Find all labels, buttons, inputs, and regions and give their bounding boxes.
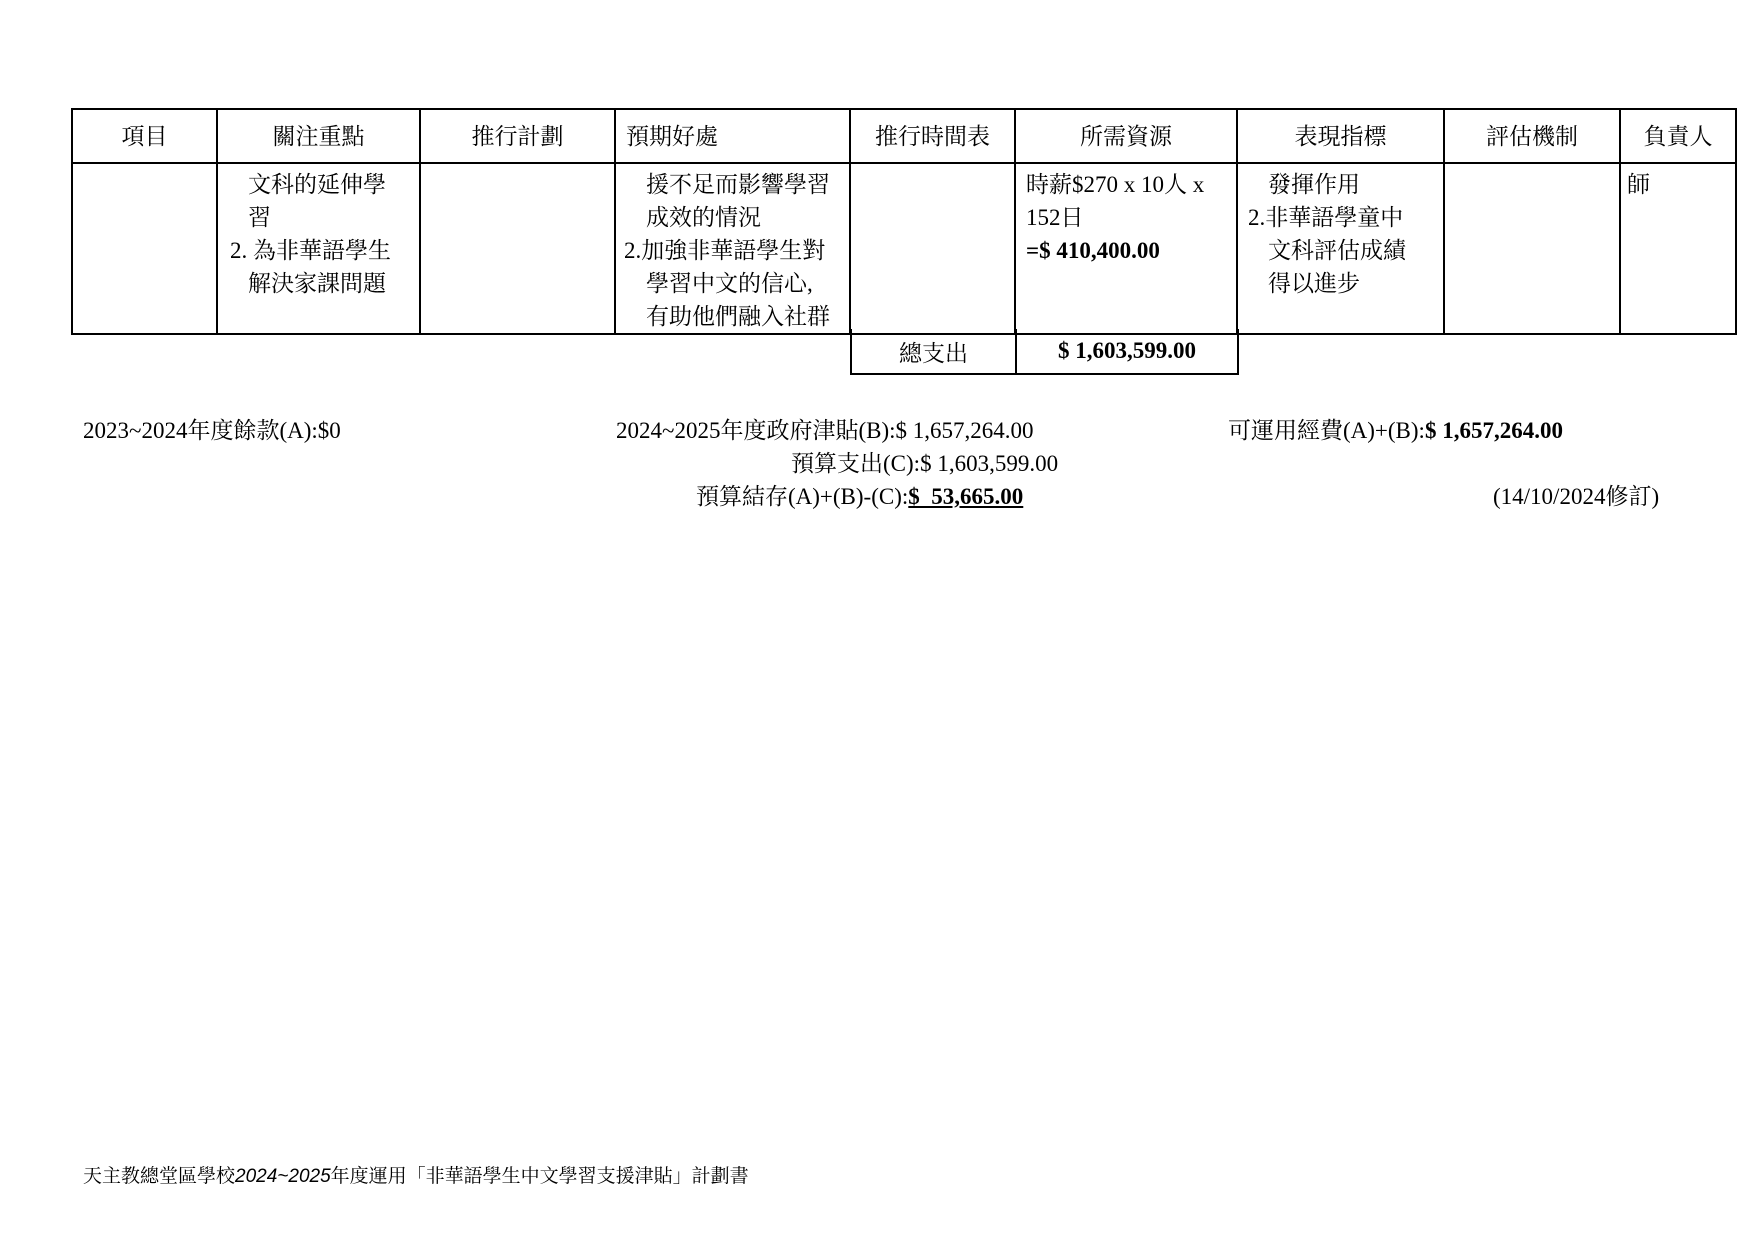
header-indicators: 表現指標 <box>1237 109 1444 163</box>
header-person: 負責人 <box>1620 109 1736 163</box>
header-evaluation: 評估機制 <box>1444 109 1620 163</box>
document-footer <box>83 1161 749 1188</box>
person-line: 師 <box>1627 172 1650 197</box>
indicator-line: 得以進步 <box>1268 271 1360 296</box>
indicator-line: 發揮作用 <box>1268 172 1360 197</box>
cell-plan <box>420 163 615 334</box>
government-subsidy <box>616 412 1034 445</box>
available-funds-label: 可運用經費(A)+(B): <box>1228 418 1425 443</box>
cell-resources <box>1015 163 1237 334</box>
total-expense-label: 總支出 <box>851 329 1016 374</box>
header-item: 項目 <box>72 109 217 163</box>
budget-expense <box>791 445 1058 478</box>
previous-balance: 2023~2024年度餘款(A):$0 <box>83 418 341 443</box>
budget-balance <box>696 478 1023 511</box>
benefit-line: 援不足而影響學習 <box>646 172 830 197</box>
budget-balance-value: $ 53,665.00 <box>908 484 1024 509</box>
cell-benefit <box>615 163 850 334</box>
footer-suffix: 年度運用「非華語學生中文學習支援津貼」計劃書 <box>330 1166 749 1187</box>
budget-expense-label: 預算支出(C): <box>791 451 921 476</box>
benefit-line: 有助他們融入社群 <box>646 304 830 329</box>
total-expense-value: $ 1,603,599.00 <box>1016 329 1238 374</box>
cell-evaluation <box>1444 163 1620 334</box>
header-schedule: 推行時間表 <box>850 109 1015 163</box>
resource-cost: =$ 410,400.00 <box>1026 238 1160 263</box>
cell-item <box>72 163 217 334</box>
header-plan: 推行計劃 <box>420 109 615 163</box>
table-row <box>72 163 1736 334</box>
header-benefit: 預期好處 <box>615 109 850 163</box>
resource-line: 時薪$270 x 10人 x <box>1026 172 1205 197</box>
indicator-line: 2.非華語學童中 <box>1248 205 1404 230</box>
focus-line: 文科的延伸學 <box>248 172 386 197</box>
focus-line: 習 <box>248 205 271 230</box>
government-subsidy-label: 2024~2025年度政府津貼(B): <box>616 418 896 443</box>
cell-indicators <box>1237 163 1444 334</box>
budget-balance-label: 預算結存(A)+(B)-(C): <box>696 484 909 509</box>
available-funds <box>1228 412 1563 445</box>
footer-year: 2024~2025 <box>235 1166 331 1187</box>
header-focus: 關注重點 <box>217 109 420 163</box>
footer-prefix: 天主教總堂區學校 <box>83 1166 236 1187</box>
focus-line: 解決家課問題 <box>248 271 386 296</box>
benefit-line: 學習中文的信心, <box>646 271 813 296</box>
total-expense-row <box>850 329 1239 375</box>
benefit-line: 成效的情況 <box>646 205 761 230</box>
cell-person <box>1620 163 1736 334</box>
focus-line: 2. 為非華語學生 <box>230 238 391 263</box>
plan-table <box>71 108 1737 335</box>
header-resources: 所需資源 <box>1015 109 1237 163</box>
indicator-line: 文科評估成績 <box>1268 238 1406 263</box>
government-subsidy-value: $ 1,657,264.00 <box>895 418 1034 443</box>
cell-schedule <box>850 163 1015 334</box>
budget-expense-value: $ 1,603,599.00 <box>920 451 1059 476</box>
cell-focus <box>217 163 420 334</box>
available-funds-value: $ 1,657,264.00 <box>1424 418 1563 443</box>
header-row <box>72 109 1736 163</box>
revision-date: (14/10/2024修訂) <box>1493 484 1660 509</box>
resource-line: 152日 <box>1026 205 1084 230</box>
benefit-line: 2.加強非華語學生對 <box>624 238 826 263</box>
